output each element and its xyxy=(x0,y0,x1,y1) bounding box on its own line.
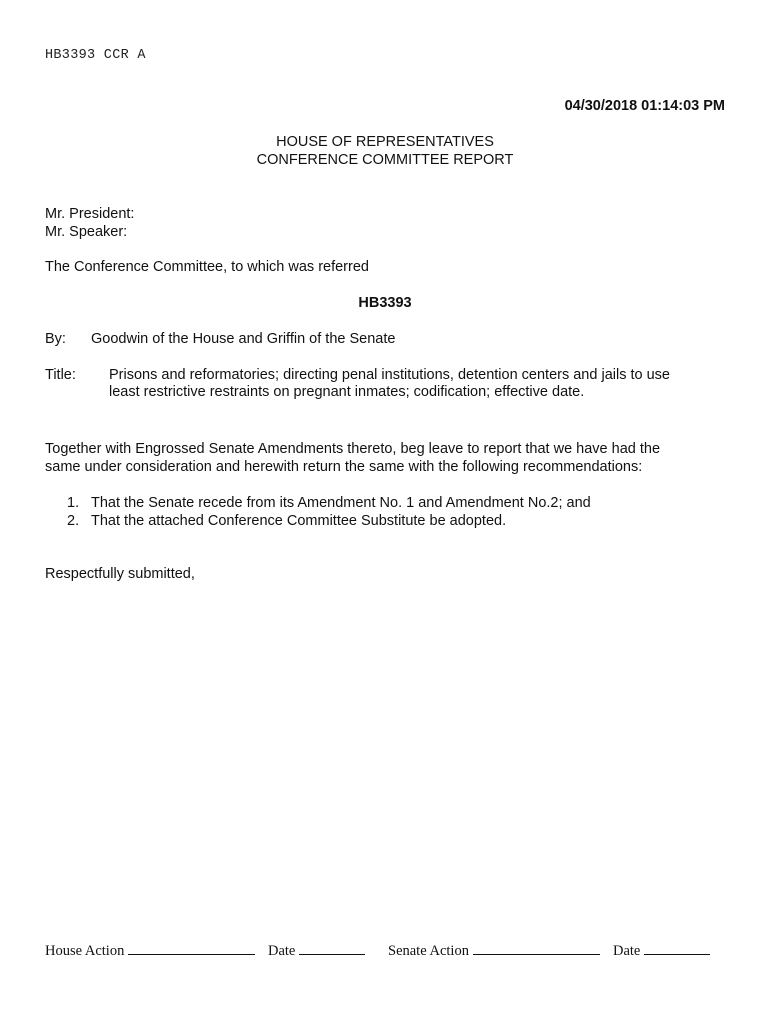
senate-action-label: Senate Action xyxy=(388,943,469,959)
body-line-2: same under consideration and herewith return the same with the following recommendations: xyxy=(45,459,643,475)
title-line-1: Prisons and reformatories; directing penal institutions, detention centers and jails to use xyxy=(109,367,670,383)
by-label: By: xyxy=(45,331,66,347)
date-blank xyxy=(299,942,365,955)
closing-text: Respectfully submitted, xyxy=(45,566,195,582)
recommendation-number: 1. xyxy=(67,495,80,511)
salutation-president: Mr. President: xyxy=(45,206,135,222)
date-label: Date xyxy=(613,943,641,959)
heading-line-1: HOUSE OF REPRESENTATIVES xyxy=(276,134,494,150)
recommendation-number: 2. xyxy=(67,513,80,529)
heading-line-2: CONFERENCE COMMITTEE REPORT xyxy=(256,152,514,168)
title-label: Title: xyxy=(45,367,76,383)
footer-house-action xyxy=(45,942,255,960)
timestamp: 04/30/2018 01:14:03 PM xyxy=(564,98,725,114)
house-action-blank xyxy=(128,942,255,955)
salutation-speaker: Mr. Speaker: xyxy=(45,224,128,240)
footer-date-2 xyxy=(613,942,710,960)
bill-number: HB3393 xyxy=(358,295,412,311)
date-label: Date xyxy=(268,943,296,959)
recommendation-text: That the attached Conference Committee Substitute be adopted. xyxy=(91,513,507,529)
footer-senate-action xyxy=(388,942,600,960)
date-blank xyxy=(644,942,710,955)
body-line-1: Together with Engrossed Senate Amendments thereto, beg leave to report that we have had the xyxy=(45,441,661,457)
house-action-label: House Action xyxy=(45,943,125,959)
senate-action-blank xyxy=(473,942,600,955)
document-code: HB3393 CCR A xyxy=(45,48,146,63)
footer-date-1 xyxy=(268,942,365,960)
title-line-2: least restrictive restraints on pregnant inmates; codification; effective date. xyxy=(109,384,585,400)
intro-text: The Conference Committee, to which was referred xyxy=(45,259,369,275)
by-authors: Goodwin of the House and Griffin of the Senate xyxy=(91,331,396,347)
recommendation-text: That the Senate recede from its Amendment No. 1 and Amendment No.2; and xyxy=(91,495,591,511)
